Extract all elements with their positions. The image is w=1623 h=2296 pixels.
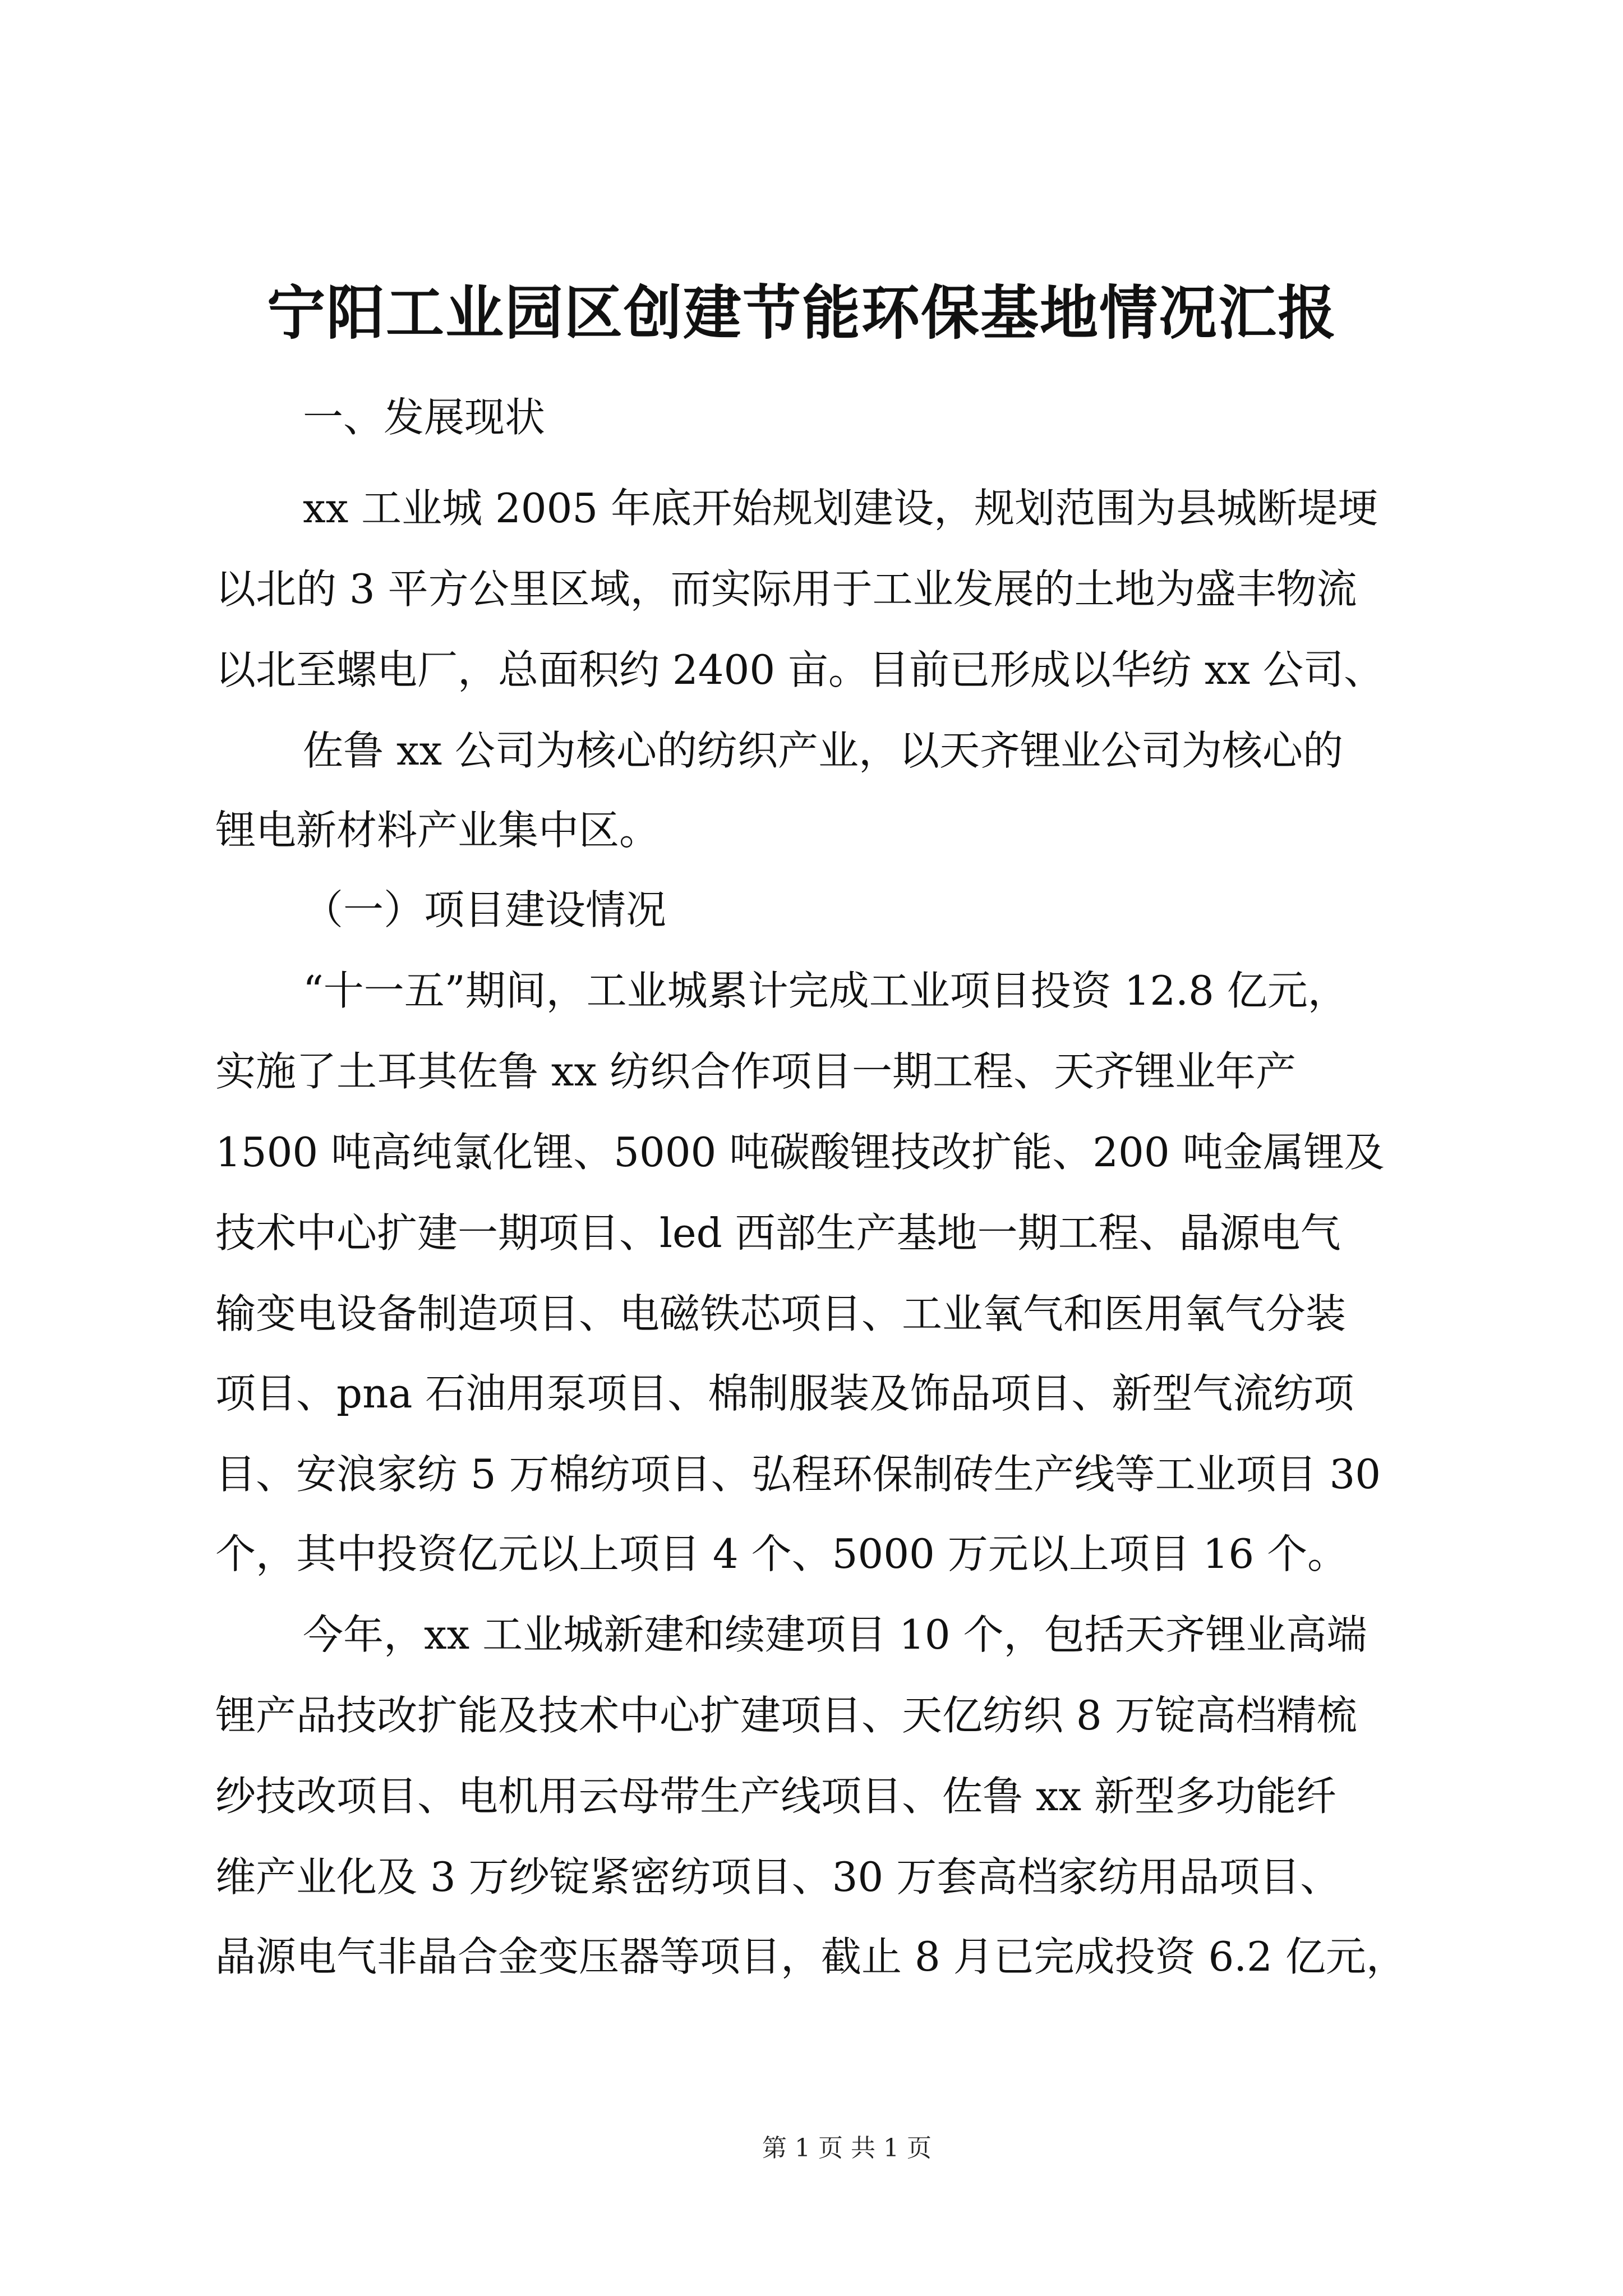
paragraph-line: 纱技改项目、电机用云母带生产线项目、佐鲁 xx 新型多功能纤: [215, 1773, 1336, 1820]
page-number: 第 1 页 共 1 页: [762, 2134, 932, 2162]
document-title: 宁阳工业园区创建节能环保基地情况汇报: [266, 278, 1337, 347]
paragraph-line: 目、安浪家纺 5 万棉纺项目、弘程环保制砖生产线等工业项目 30: [215, 1451, 1381, 1498]
paragraph-line: 佐鲁 xx 公司为核心的纺织产业，以天齐锂业公司为核心的: [303, 727, 1343, 774]
paragraph-line: 技术中心扩建一期项目、led 西部生产基地一期工程、晶源电气: [215, 1209, 1341, 1257]
paragraph-line: 1500 吨高纯氯化锂、5000 吨碳酸锂技改扩能、200 吨金属锂及: [215, 1129, 1385, 1176]
paragraph-line: 以北至螺电厂，总面积约 2400 亩。目前已形成以华纺 xx 公司、: [215, 646, 1384, 693]
paragraph-line: 实施了土耳其佐鲁 xx 纺织合作项目一期工程、天齐锂业年产: [215, 1048, 1296, 1095]
paragraph-line: 以北的 3 平方公里区域，而实际用于工业发展的土地为盛丰物流: [215, 565, 1357, 613]
paragraph-line: 锂电新材料产业集中区。: [215, 807, 660, 854]
section-heading: 一、发展现状: [303, 394, 546, 441]
paragraph-line: 个，其中投资亿元以上项目 4 个、5000 万元以上项目 16 个。: [215, 1530, 1348, 1577]
paragraph-line: 项目、pna 石油用泵项目、棉制服装及饰品项目、新型气流纺项: [215, 1370, 1354, 1417]
paragraph-line: 晶源电气非晶合金变压器等项目，截止 8 月已完成投资 6.2 亿元，: [215, 1933, 1407, 1980]
paragraph-line: 锂产品技改扩能及技术中心扩建项目、天亿纺织 8 万锭高档精梳: [215, 1692, 1357, 1739]
subsection-heading: （一）项目建设情况: [303, 886, 667, 933]
paragraph-line: xx 工业城 2005 年底开始规划建设，规划范围为县城断堤埂: [303, 485, 1378, 532]
paragraph-line: “十一五”期间，工业城累计完成工业项目投资 12.8 亿元，: [303, 967, 1348, 1014]
paragraph-line: 今年，xx 工业城新建和续建项目 10 个，包括天齐锂业高端: [303, 1611, 1367, 1658]
paragraph-line: 输变电设备制造项目、电磁铁芯项目、工业氧气和医用氧气分装: [215, 1290, 1347, 1337]
paragraph-line: 维产业化及 3 万纱锭紧密纺项目、30 万套高档家纺用品项目、: [215, 1853, 1341, 1901]
